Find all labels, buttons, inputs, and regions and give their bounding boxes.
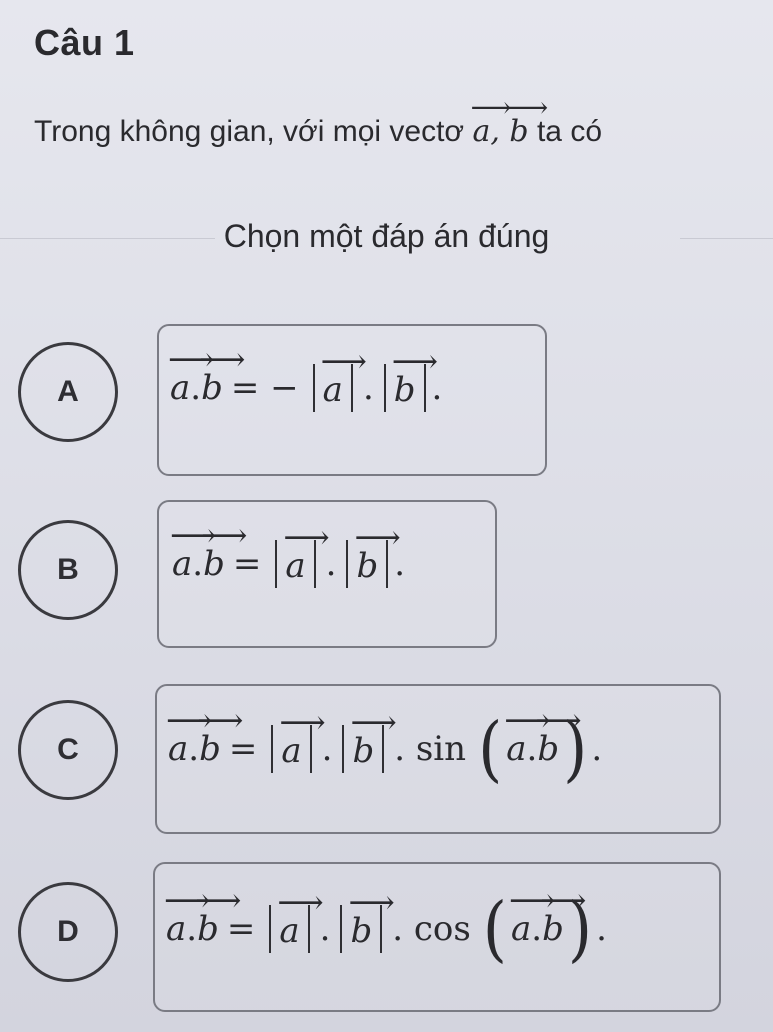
- option-a-end: .: [431, 368, 443, 408]
- option-c-close-paren: ): [563, 706, 588, 791]
- option-b-equals: =: [232, 544, 262, 584]
- option-d-abs-a-symbol: ⟶ a: [279, 911, 299, 951]
- option-c-equals: =: [228, 728, 258, 769]
- option-c-abs-a-symbol: ⟶ a: [281, 731, 301, 771]
- option-c-arg-a: ⟶ a: [506, 729, 526, 769]
- instruction-text: Chọn một đáp án đúng: [223, 218, 550, 254]
- option-a-formula: [170, 364, 442, 412]
- vector-a-symbol: ⟶ a: [472, 110, 490, 154]
- option-d-open-paren: (: [482, 886, 507, 971]
- option-a-abs-b: [384, 364, 426, 412]
- question-text-after: ta có: [528, 115, 602, 148]
- option-b-radio[interactable]: B: [18, 520, 118, 620]
- option-d-abs-b-symbol: ⟶ b: [350, 911, 372, 951]
- option-d-lhs-dot: .: [186, 908, 198, 949]
- option-a-abs-b-symbol: ⟶ b: [394, 370, 416, 410]
- option-a-equals: = −: [230, 368, 299, 408]
- option-b-abs-a-symbol: ⟶ a: [285, 546, 305, 586]
- option-d-arg-b: ⟶ b: [542, 909, 564, 949]
- option-a-lhs-a: ⟶ a: [170, 368, 190, 408]
- option-d-equals: =: [226, 908, 256, 949]
- option-d-radio[interactable]: D: [18, 882, 118, 982]
- question-text: [34, 110, 754, 154]
- option-d-end: .: [596, 908, 607, 949]
- option-d-abs-a: [269, 905, 309, 953]
- option-c-radio[interactable]: C: [18, 700, 118, 800]
- option-d-arg-a: ⟶ a: [511, 909, 531, 949]
- option-c-arg-b: ⟶ b: [537, 729, 559, 769]
- option-a-lhs-b: ⟶ b: [201, 368, 223, 408]
- option-c-abs-b: [342, 725, 384, 773]
- option-a-mid-dot: .: [362, 368, 374, 408]
- option-b-lhs-b: ⟶ b: [203, 544, 225, 584]
- option-c-function: . sin: [394, 728, 467, 769]
- option-b-abs-b-symbol: ⟶ b: [356, 546, 378, 586]
- option-c-formula: [168, 706, 603, 791]
- option-d-function: . cos: [392, 908, 471, 949]
- option-c-end: .: [591, 728, 603, 769]
- question-separator: ,: [490, 114, 510, 149]
- option-a-abs-a-symbol: ⟶ a: [323, 370, 343, 410]
- option-d-arg-dot: .: [531, 908, 543, 949]
- option-d-mid-dot: .: [319, 908, 331, 949]
- option-a-radio[interactable]: A: [18, 342, 118, 442]
- question-text-before: Trong không gian, với mọi vectơ: [34, 115, 473, 148]
- option-b-lhs-dot: .: [192, 544, 204, 584]
- option-d-lhs-a: ⟶ a: [166, 909, 186, 949]
- option-b-abs-b: [346, 540, 388, 588]
- option-b-formula: [172, 540, 405, 588]
- option-d-formula: [166, 886, 607, 971]
- option-b-abs-a: [275, 540, 315, 588]
- vector-b-symbol: ⟶ b: [509, 110, 528, 154]
- option-c-lhs-a: ⟶ a: [168, 729, 188, 769]
- option-b-end: .: [394, 544, 406, 584]
- option-a-abs-a: [313, 364, 353, 412]
- option-d-abs-b: [340, 905, 382, 953]
- option-c-arg-dot: .: [526, 728, 538, 769]
- option-c-mid-dot: .: [321, 728, 333, 769]
- option-a-lhs-dot: .: [190, 368, 202, 408]
- option-b-lhs-a: ⟶ a: [172, 544, 192, 584]
- option-d-lhs-b: ⟶ b: [197, 909, 219, 949]
- option-b-mid-dot: .: [325, 544, 337, 584]
- option-d-close-paren: ): [567, 886, 593, 971]
- option-c-open-paren: (: [478, 706, 503, 791]
- option-c-abs-b-symbol: ⟶ b: [352, 731, 374, 771]
- divider-right: [680, 238, 773, 239]
- question-title: Câu 1: [34, 22, 135, 63]
- option-c-abs-a: [271, 725, 311, 773]
- option-c-lhs-dot: .: [188, 728, 200, 769]
- option-c-lhs-b: ⟶ b: [199, 729, 221, 769]
